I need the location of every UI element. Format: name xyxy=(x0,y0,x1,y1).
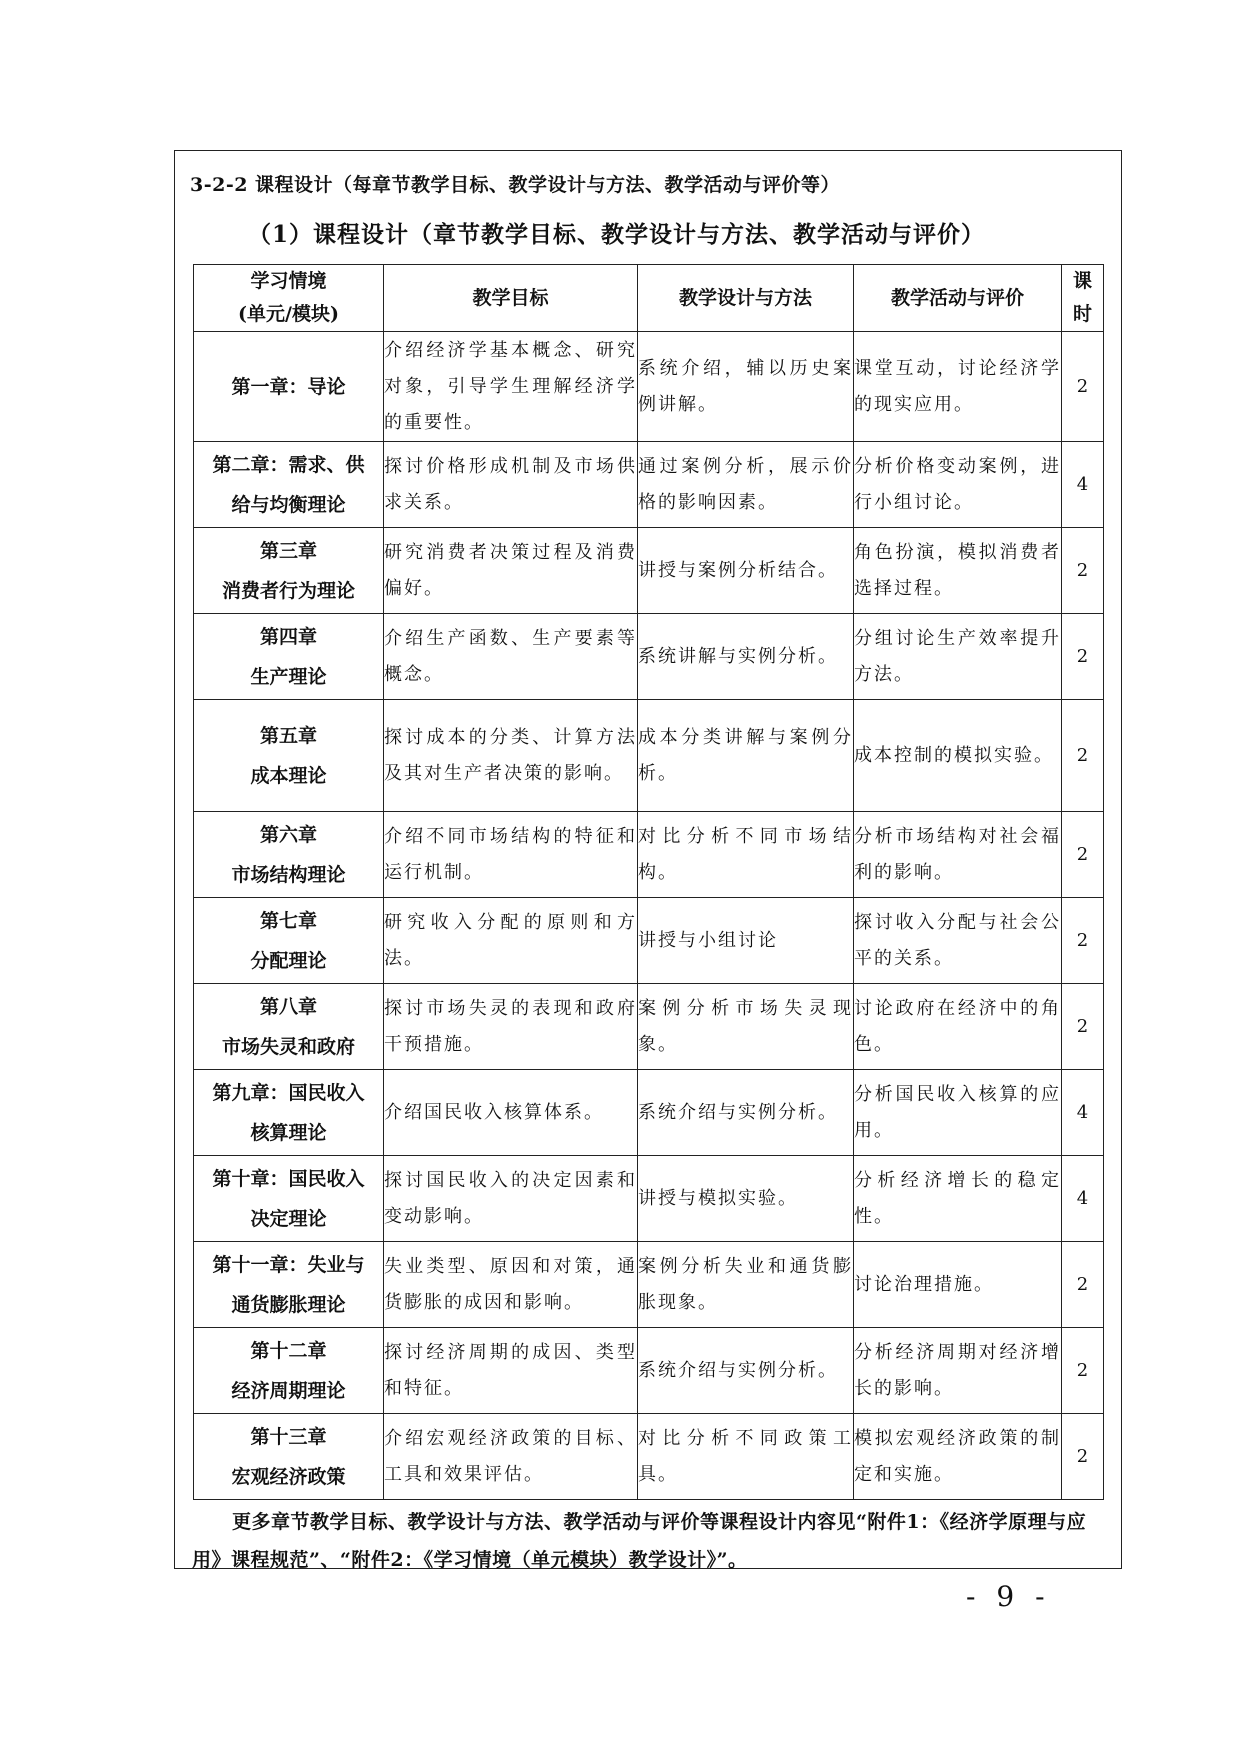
page-number: - 9 - xyxy=(966,1580,1051,1613)
cell-unit: 第六章 市场结构理论 xyxy=(194,812,384,898)
cell-unit: 第九章：国民收入 核算理论 xyxy=(194,1070,384,1156)
table-body xyxy=(194,332,1104,1500)
table-row xyxy=(194,528,1104,614)
cell-activity: 分析经济周期对经济增长的影响。 xyxy=(854,1328,1062,1414)
cell-unit: 第四章 生产理论 xyxy=(194,614,384,700)
cell-activity: 讨论政府在经济中的角色。 xyxy=(854,984,1062,1070)
cell-design: 成本分类讲解与案例分析。 xyxy=(638,700,854,812)
cell-design: 讲授与案例分析结合。 xyxy=(638,528,854,614)
cell-objective: 介绍生产函数、生产要素等概念。 xyxy=(384,614,638,700)
cell-unit: 第一章：导论 xyxy=(194,332,384,442)
table-row xyxy=(194,442,1104,528)
cell-unit: 第十三章 宏观经济政策 xyxy=(194,1414,384,1500)
cell-objective: 探讨市场失灵的表现和政府干预措施。 xyxy=(384,984,638,1070)
table-row xyxy=(194,812,1104,898)
cell-objective: 介绍经济学基本概念、研究对象，引导学生理解经济学的重要性。 xyxy=(384,332,638,442)
section-heading: 3-2-2 课程设计（每章节教学目标、教学设计与方法、教学活动与评价等） xyxy=(190,174,841,196)
cell-unit: 第十一章：失业与 通货膨胀理论 xyxy=(194,1242,384,1328)
header-design: 教学设计与方法 xyxy=(638,265,854,332)
cell-unit: 第七章 分配理论 xyxy=(194,898,384,984)
header-activity: 教学活动与评价 xyxy=(854,265,1062,332)
cell-hours: 4 xyxy=(1062,1156,1104,1242)
cell-hours: 2 xyxy=(1062,812,1104,898)
table-row xyxy=(194,1156,1104,1242)
table-row xyxy=(194,614,1104,700)
cell-design: 系统介绍与实例分析。 xyxy=(638,1070,854,1156)
table-row xyxy=(194,1242,1104,1328)
cell-activity: 分析经济增长的稳定性。 xyxy=(854,1156,1062,1242)
course-design-table xyxy=(193,264,1104,1500)
cell-activity: 分析市场结构对社会福利的影响。 xyxy=(854,812,1062,898)
cell-design: 对比分析不同政策工具。 xyxy=(638,1414,854,1500)
cell-design: 系统介绍，辅以历史案例讲解。 xyxy=(638,332,854,442)
cell-unit: 第十二章 经济周期理论 xyxy=(194,1328,384,1414)
cell-objective: 介绍宏观经济政策的目标、工具和效果评估。 xyxy=(384,1414,638,1500)
cell-design: 讲授与模拟实验。 xyxy=(638,1156,854,1242)
cell-design: 对比分析不同市场结构。 xyxy=(638,812,854,898)
table-row xyxy=(194,984,1104,1070)
table-row xyxy=(194,898,1104,984)
cell-hours: 2 xyxy=(1062,332,1104,442)
cell-unit: 第八章 市场失灵和政府 xyxy=(194,984,384,1070)
cell-objective: 探讨价格形成机制及市场供求关系。 xyxy=(384,442,638,528)
cell-unit: 第三章 消费者行为理论 xyxy=(194,528,384,614)
cell-activity: 角色扮演，模拟消费者选择过程。 xyxy=(854,528,1062,614)
cell-activity: 探讨收入分配与社会公平的关系。 xyxy=(854,898,1062,984)
cell-objective: 研究消费者决策过程及消费偏好。 xyxy=(384,528,638,614)
cell-hours: 2 xyxy=(1062,1328,1104,1414)
cell-objective: 介绍不同市场结构的特征和运行机制。 xyxy=(384,812,638,898)
cell-activity: 讨论治理措施。 xyxy=(854,1242,1062,1328)
cell-objective: 探讨经济周期的成因、类型和特征。 xyxy=(384,1328,638,1414)
table-row xyxy=(194,700,1104,812)
cell-activity: 课堂互动，讨论经济学的现实应用。 xyxy=(854,332,1062,442)
header-unit: 学习情境 (单元/模块) xyxy=(194,265,384,332)
header-objective: 教学目标 xyxy=(384,265,638,332)
cell-design: 系统介绍与实例分析。 xyxy=(638,1328,854,1414)
table-title: （1）课程设计（章节教学目标、教学设计与方法、教学活动与评价） xyxy=(248,221,986,248)
table-row xyxy=(194,1070,1104,1156)
cell-hours: 2 xyxy=(1062,528,1104,614)
cell-objective: 失业类型、原因和对策，通货膨胀的成因和影响。 xyxy=(384,1242,638,1328)
table-row xyxy=(194,1414,1104,1500)
table-row xyxy=(194,1328,1104,1414)
cell-unit: 第十章：国民收入 决定理论 xyxy=(194,1156,384,1242)
cell-objective: 介绍国民收入核算体系。 xyxy=(384,1070,638,1156)
cell-hours: 4 xyxy=(1062,442,1104,528)
cell-hours: 2 xyxy=(1062,700,1104,812)
cell-hours: 2 xyxy=(1062,1242,1104,1328)
cell-unit: 第二章：需求、供 给与均衡理论 xyxy=(194,442,384,528)
cell-activity: 模拟宏观经济政策的制定和实施。 xyxy=(854,1414,1062,1500)
cell-hours: 4 xyxy=(1062,1070,1104,1156)
table-header-row xyxy=(194,265,1104,332)
cell-design: 讲授与小组讨论 xyxy=(638,898,854,984)
attachment-note: 更多章节教学目标、教学设计与方法、教学活动与评价等课程设计内容见“附件1：《经济学原理与应用》课程规范”、“附件2：《学习情境（单元模块）教学设计》”。 xyxy=(192,1511,1087,1571)
cell-activity: 分析价格变动案例，进行小组讨论。 xyxy=(854,442,1062,528)
cell-hours: 2 xyxy=(1062,614,1104,700)
cell-unit: 第五章 成本理论 xyxy=(194,700,384,812)
cell-hours: 2 xyxy=(1062,984,1104,1070)
cell-design: 通过案例分析，展示价格的影响因素。 xyxy=(638,442,854,528)
cell-hours: 2 xyxy=(1062,898,1104,984)
cell-activity: 成本控制的模拟实验。 xyxy=(854,700,1062,812)
cell-activity: 分析国民收入核算的应用。 xyxy=(854,1070,1062,1156)
cell-objective: 探讨成本的分类、计算方法及其对生产者决策的影响。 xyxy=(384,700,638,812)
header-hours: 课 时 xyxy=(1062,265,1104,332)
cell-design: 案例分析失业和通货膨胀现象。 xyxy=(638,1242,854,1328)
cell-objective: 探讨国民收入的决定因素和变动影响。 xyxy=(384,1156,638,1242)
cell-objective: 研究收入分配的原则和方法。 xyxy=(384,898,638,984)
table-row xyxy=(194,332,1104,442)
cell-hours: 2 xyxy=(1062,1414,1104,1500)
cell-design: 案例分析市场失灵现象。 xyxy=(638,984,854,1070)
cell-activity: 分组讨论生产效率提升方法。 xyxy=(854,614,1062,700)
cell-design: 系统讲解与实例分析。 xyxy=(638,614,854,700)
